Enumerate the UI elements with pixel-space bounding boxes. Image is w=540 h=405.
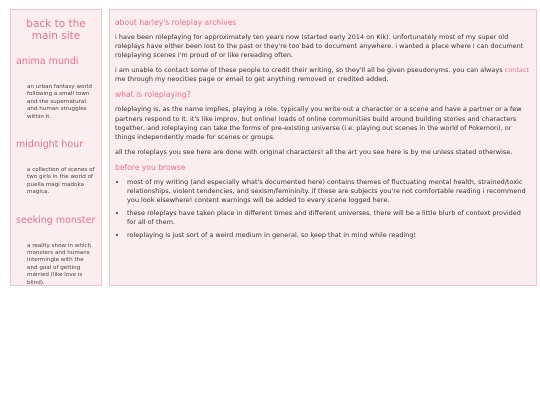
- back-to-main-site-link[interactable]: back to the main site: [26, 18, 86, 42]
- list-item: • roleplaying is just sort of a weird medium in general, so keep that in mind while reading!: [127, 231, 531, 240]
- about-paragraph-1: i have been roleplaying for approximately ten years now (started early 2014 on Kik). unfortunately most of my super old roleplays have either been lost to the past or they're too bad to document anywhere. i wanted a place where i can document roleplaying scenes i'm proud of or like rereading often.: [115, 33, 524, 60]
- about-heading: about harley's roleplay archives: [115, 18, 237, 27]
- contact-link[interactable]: contact: [504, 66, 529, 75]
- before-you-browse-heading: before you browse: [115, 162, 186, 172]
- sidebar-desc-midnight-hour: a collection of scenes of two girls in the world of puella magi madoka magica.: [27, 167, 95, 196]
- browse-list: [115, 178, 531, 241]
- what-paragraph-2: all the roleplays you see here are done with original characters! all the art you see here is by me unless stated otherwise.: [115, 147, 513, 156]
- what-is-roleplaying-heading: what is roleplaying?: [115, 90, 191, 100]
- about-paragraph-2-end: me through my neocities page or email to get anything removed or credited added.: [115, 75, 389, 84]
- sidebar-desc-anima-mundi: an urban fantasy world following a small town and the supernatural and human struggles within it.: [27, 84, 92, 120]
- main-content: [109, 9, 537, 286]
- sidebar-item-midnight-hour[interactable]: midnight hour: [16, 139, 84, 151]
- sidebar-desc-seeking-monster: a reality show in which monsters and humans intermingle with the end goal of getting married (like love is blind).: [27, 242, 92, 286]
- about-paragraph-2-start: i am unable to contact some of these people to credit their writing, so they'll all be given pseudonyms. you can always: [115, 66, 505, 75]
- what-paragraph-1: roleplaying is, as the name implies, playing a role. typically you write out a character or a scene and have a partner or a few partners respond to it. it's like improv, but online! loads of online communities build around building stories and characters together, and roleplaying can take the forms of pre-existing universe (i.e. playing out scenes in the world of Pokemon), or things independently made for scenes or groups.: [115, 105, 522, 141]
- about-paragraph-2: [115, 66, 531, 84]
- list-item: • these roleplays have taken place in different times and different universes. there will be a little blurb of context provided for all of them.: [127, 209, 531, 227]
- sidebar-item-anima-mundi[interactable]: anima mundi: [16, 56, 79, 67]
- sidebar: [10, 9, 102, 286]
- list-item: • most of my writing (and especially what's documented here) contains themes of fluctuating mental health, strained/toxic relationships, violent tendencies, and sexism/femininity. if these are subjects you're not comfortable reading i recommend you look elsewhere! content warnings will be added to every scene logged here.: [127, 178, 531, 205]
- sidebar-item-seeking-monster[interactable]: seeking monster: [16, 214, 96, 226]
